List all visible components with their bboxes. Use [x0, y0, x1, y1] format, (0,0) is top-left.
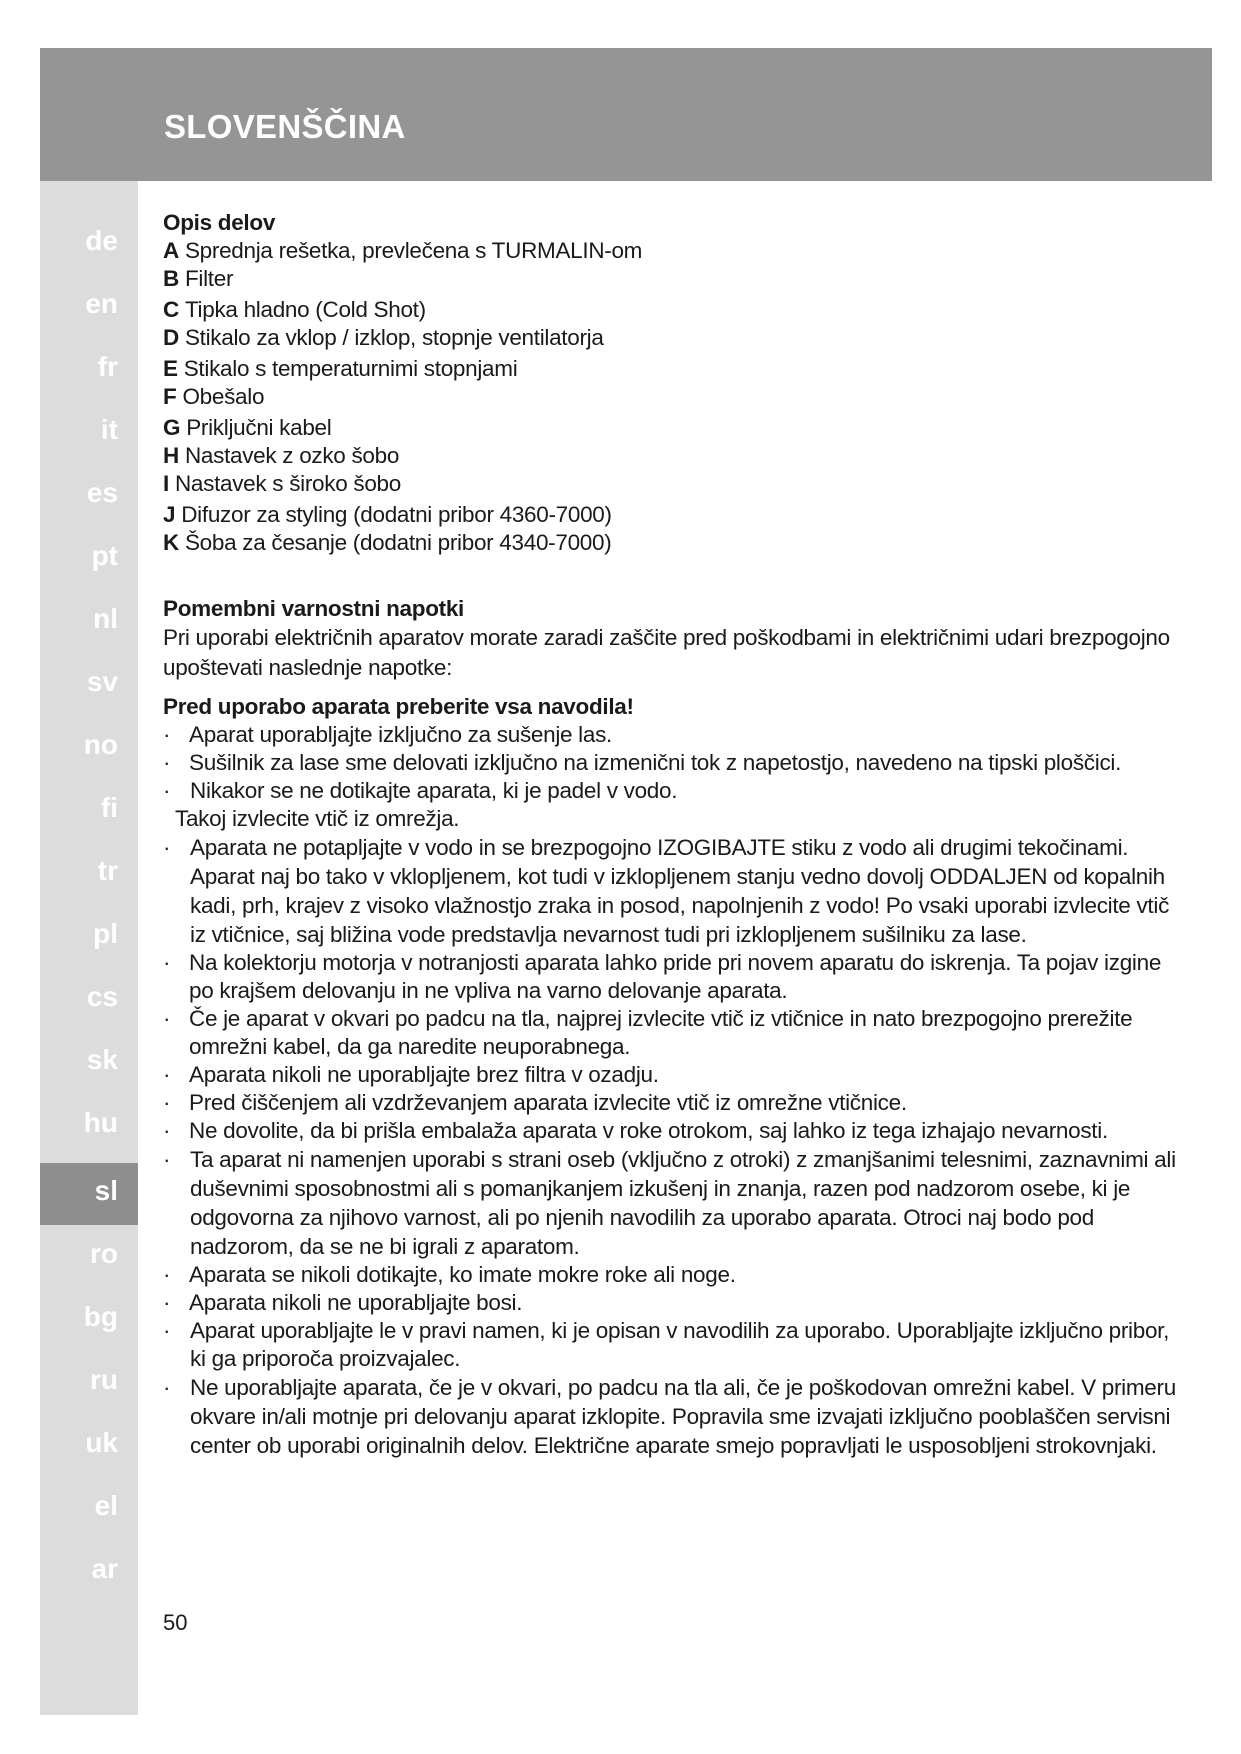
- sidebar-lang-bg[interactable]: bg: [83, 1301, 118, 1332]
- safety-bullet: · Če je aparat v okvari po padcu na tla, najprej izvlecite vtič iz vtičnice in nato brezpogojno prerežite omrežni kabel, da ga naredite neuporabnega.: [163, 1006, 1133, 1059]
- parts-item: C Tipka hladno (Cold Shot): [163, 297, 426, 322]
- sidebar-lang-ar[interactable]: ar: [91, 1553, 118, 1584]
- safety-bullet: · Ne dovolite, da bi prišla embalaža aparata v roke otrokom, saj lahko iz tega izhajajo nevarnosti.: [163, 1118, 1108, 1143]
- sidebar-lang-cs[interactable]: cs: [86, 981, 118, 1012]
- sidebar-lang-es[interactable]: es: [86, 477, 118, 508]
- header-bar: [40, 48, 1212, 181]
- parts-item: B Filter: [163, 266, 234, 291]
- sidebar-lang-uk[interactable]: uk: [85, 1427, 118, 1458]
- safety-bullet: · Aparata ne potapljajte v vodo in se brezpogojno IZOGIBAJTE stiku z vodo ali drugimi tekočinami. Aparat naj bo tako v vklopljenem, kot tudi v izklopljenem stanju vedno dovolj ODDALJEN od kopalnih kadi, prh, krajev z visoko vlažnostjo zraka in posod, napolnjenih z vodo! Po vsaki uporabi izvlecite vtič iz vtičnice, saj bližina vode predstavlja nevarnost tudi pri izklopljenem sušilniku za lase.: [163, 835, 1170, 947]
- sidebar-lang-el[interactable]: el: [94, 1490, 118, 1521]
- sidebar-lang-sk[interactable]: sk: [86, 1044, 118, 1075]
- sidebar-lang-fr[interactable]: fr: [97, 351, 118, 382]
- sidebar-lang-de[interactable]: de: [85, 225, 118, 256]
- safety-bullet: · Aparata nikoli ne uporabljajte brez filtra v ozadju.: [163, 1062, 659, 1087]
- active-language-highlight: [40, 1163, 138, 1225]
- safety-bullet: · Na kolektorju motorja v notranjosti aparata lahko pride pri novem aparatu do iskrenja. Ta pojav izgine po krajšem delovanju in ne vpliva na varno delovanje aparata.: [163, 950, 1162, 1003]
- parts-item: D Stikalo za vklop / izklop, stopnje ventilatorja: [163, 325, 604, 350]
- safety-bullet: · Pred čiščenjem ali vzdrževanjem aparata izvlecite vtič iz omrežne vtičnice.: [163, 1090, 907, 1115]
- parts-item: H Nastavek z ozko šobo: [163, 443, 400, 468]
- sidebar-lang-fi[interactable]: fi: [100, 792, 118, 823]
- safety-bullet: · Nikakor se ne dotikajte aparata, ki je padel v vodo.: [163, 778, 678, 803]
- safety-heading: Pomembni varnostni napotki: [163, 596, 464, 621]
- safety-bullet: · Sušilnik za lase sme delovati izključno na izmenični tok z napetostjo, navedeno na tipski ploščici.: [163, 750, 1122, 775]
- safety-bullet: · Aparat uporabljajte le v pravi namen, ki je opisan v navodilih za uporabo. Uporabljajte izključno pribor, ki ga priporoča proizvajalec.: [163, 1318, 1170, 1371]
- page-title: SLOVENŠČINA: [164, 108, 406, 145]
- sidebar-lang-tr[interactable]: tr: [97, 855, 118, 886]
- read-instructions-note: Pred uporabo aparata preberite vsa navodila!: [163, 694, 634, 719]
- sidebar-lang-ro[interactable]: ro: [90, 1238, 118, 1269]
- parts-item: E Stikalo s temperaturnimi stopnjami: [163, 356, 518, 381]
- sidebar-lang-it[interactable]: it: [100, 414, 118, 445]
- sidebar-lang-sv[interactable]: sv: [86, 666, 118, 697]
- parts-item: J Difuzor za styling (dodatni pribor 4360-7000): [163, 502, 612, 527]
- parts-item: G Priključni kabel: [163, 415, 332, 440]
- sidebar-lang-no[interactable]: no: [83, 729, 118, 760]
- safety-bullet: · Ne uporabljajte aparata, če je v okvari, po padcu na tla ali, če je poškodovan omrežni kabel. V primeru okvare in/ali motnje pri delovanju aparat izklopite. Popravila sme izvajati izključno pooblaščen servisni center ob uporabi originalnih delov. Električne aparate smejo popravljati le usposobljeni strokovnjaki.: [163, 1375, 1176, 1458]
- page-number: 50: [163, 1610, 188, 1635]
- safety-bullet: · Aparata se nikoli dotikajte, ko imate mokre roke ali noge.: [163, 1262, 736, 1287]
- safety-bullet: · Aparat uporabljajte izključno za sušenje las.: [163, 722, 612, 747]
- safety-bullet: · Aparata nikoli ne uporabljajte bosi.: [163, 1290, 523, 1315]
- sidebar-lang-nl[interactable]: nl: [93, 603, 118, 634]
- parts-item: F Obešalo: [163, 384, 265, 409]
- parts-item: I Nastavek s široko šobo: [163, 471, 401, 496]
- safety-intro: Pri uporabi električnih aparatov morate zaradi zaščite pred poškodbami in električnimi udari brezpogojno upoštevati naslednje napotke:: [163, 625, 1170, 680]
- parts-heading: Opis delov: [163, 210, 276, 235]
- sidebar-lang-sl[interactable]: sl: [94, 1175, 118, 1206]
- language-sidebar: [40, 181, 138, 1715]
- sidebar-lang-ru[interactable]: ru: [90, 1364, 118, 1395]
- sidebar-lang-en[interactable]: en: [85, 288, 118, 319]
- parts-item: A Sprednja rešetka, prevlečena s TURMALIN-om: [163, 238, 643, 263]
- safety-bullet: · Ta aparat ni namenjen uporabi s strani oseb (vključno z otroki) z zmanjšanimi telesnimi, zaznavnimi ali duševnimi sposobnostmi ali s pomanjkanjem izkušenj in znanja, razen pod nadzorom osebe, ki je odgovorna za njihovo varnost, ali po njenih navodilih za uporabo aparata. Otroci naj bodo pod nadzorom, da se ne bi igrali z aparatom.: [163, 1147, 1176, 1259]
- safety-bullet-continuation: Takoj izvlecite vtič iz omrežja.: [175, 806, 460, 831]
- sidebar-lang-pt[interactable]: pt: [91, 540, 118, 571]
- sidebar-lang-hu[interactable]: hu: [83, 1107, 118, 1138]
- parts-item: K Šoba za česanje (dodatni pribor 4340-7000): [163, 530, 612, 555]
- main-content: [163, 181, 1183, 1460]
- sidebar-lang-pl[interactable]: pl: [93, 918, 118, 949]
